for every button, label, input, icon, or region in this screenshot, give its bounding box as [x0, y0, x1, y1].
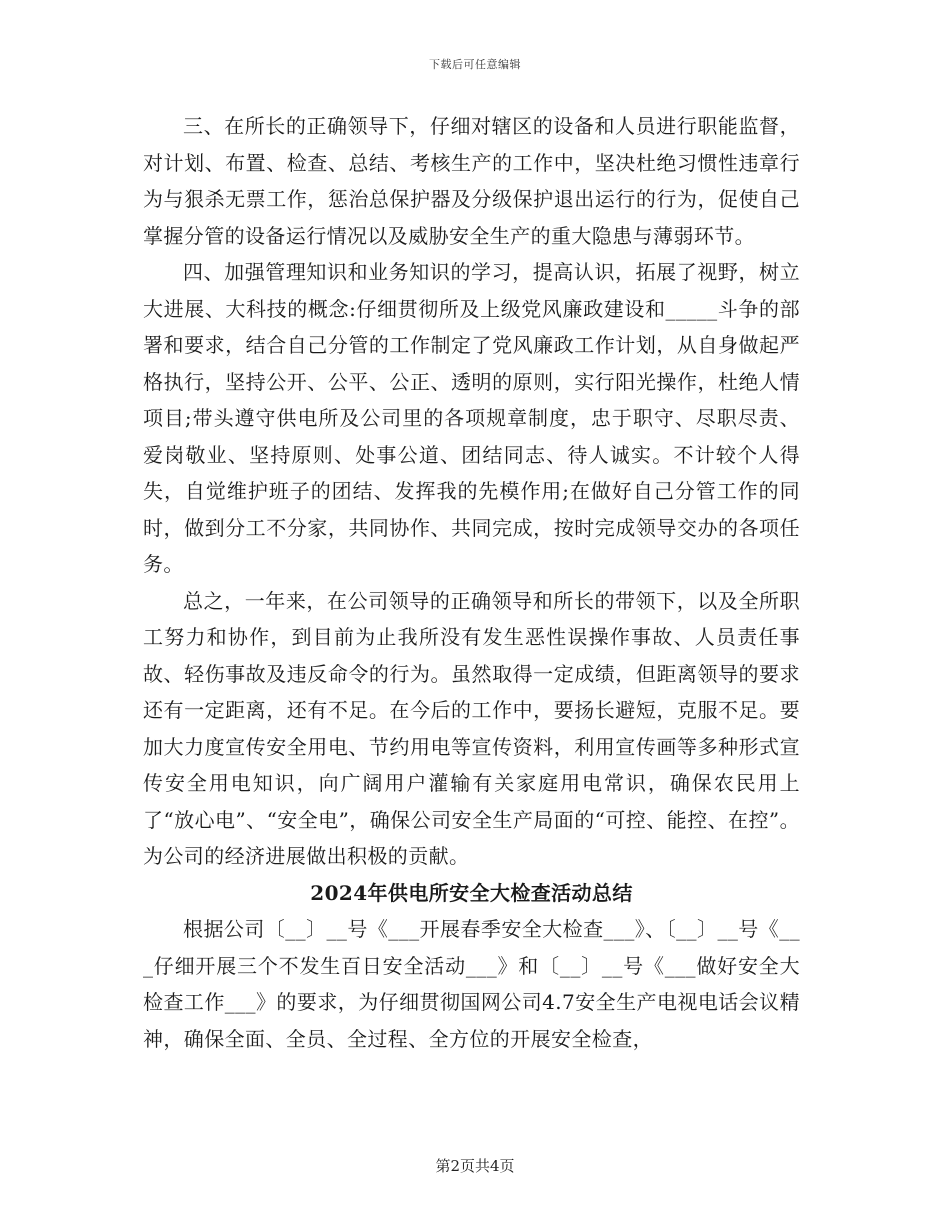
page-header-note: 下载后可任意编辑: [429, 58, 521, 71]
paragraph-four: 四、加强管理知识和业务知识的学习，提高认识，拓展了视野，树立大进展、大科技的概念:仔细贯彻所及上级党风廉政建设和_____斗争的部署和要求，结合自己分管的工作制定了党风廉政工作计划，从自身做起严格执行，坚持公开、公平、公正、透明的原则，实行阳光操作，杜绝人情项目;带头遵守供电所及公司里的各项规章制度，忠于职守、尽职尽责、爱岗敬业、坚持原则、处事公道、团结同志、待人诚实。不计较个人得失，自觉维护班子的团结、发挥我的先模作用;在做好自己分管工作的同时，做到分工不分家，共同协作、共同完成，按时完成领导交办的各项任务。: [143, 260, 800, 576]
paragraph-summary: 总之，一年来，在公司领导的正确领导和所长的带领下，以及全所职工努力和协作，到目前为止我所没有发生恶性误操作事故、人员责任事故、轻伤事故及违反命令的行为。虽然取得一定成绩，但距离领导的要求还有一定距离，还有不足。在今后的工作中，要扬长避短，克服不足。要加大力度宣传安全用电、节约用电等宣传资料，利用宣传画等多种形式宣传安全用电知识，向广阔用户灌输有关家庭用电常识，确保农民用上了“放心电”、“安全电”，确保公司安全生产局面的“可控、能控、在控”。为公司的经济进展做出积极的贡献。: [143, 588, 800, 868]
paragraph-three: 三、在所长的正确领导下，仔细对辖区的设备和人员进行职能监督，对计划、布置、检查、总结、考核生产的工作中，坚决杜绝习惯性违章行为与狠杀无票工作，惩治总保护器及分级保护退出运行的行为，促使自己掌握分管的设备运行情况以及威胁安全生产的重大隐患与薄弱环节。: [143, 114, 800, 248]
section-title: 2024年供电所安全大检查活动总结: [310, 880, 633, 905]
page-number: 第2页共4页: [435, 1157, 515, 1175]
section-paragraph: 根据公司〔__〕__号《___开展春季安全大检查___》、〔__〕__号《___仔细开展三个不发生百日安全活动___》和〔__〕__号《___做好安全大检查工作___》的要求，为仔细贯彻国网公司4.7安全生产电视电话会议精神，确保全面、全员、全过程、全方位的开展安全检查，: [143, 917, 800, 1051]
document-body: [143, 108, 800, 1057]
